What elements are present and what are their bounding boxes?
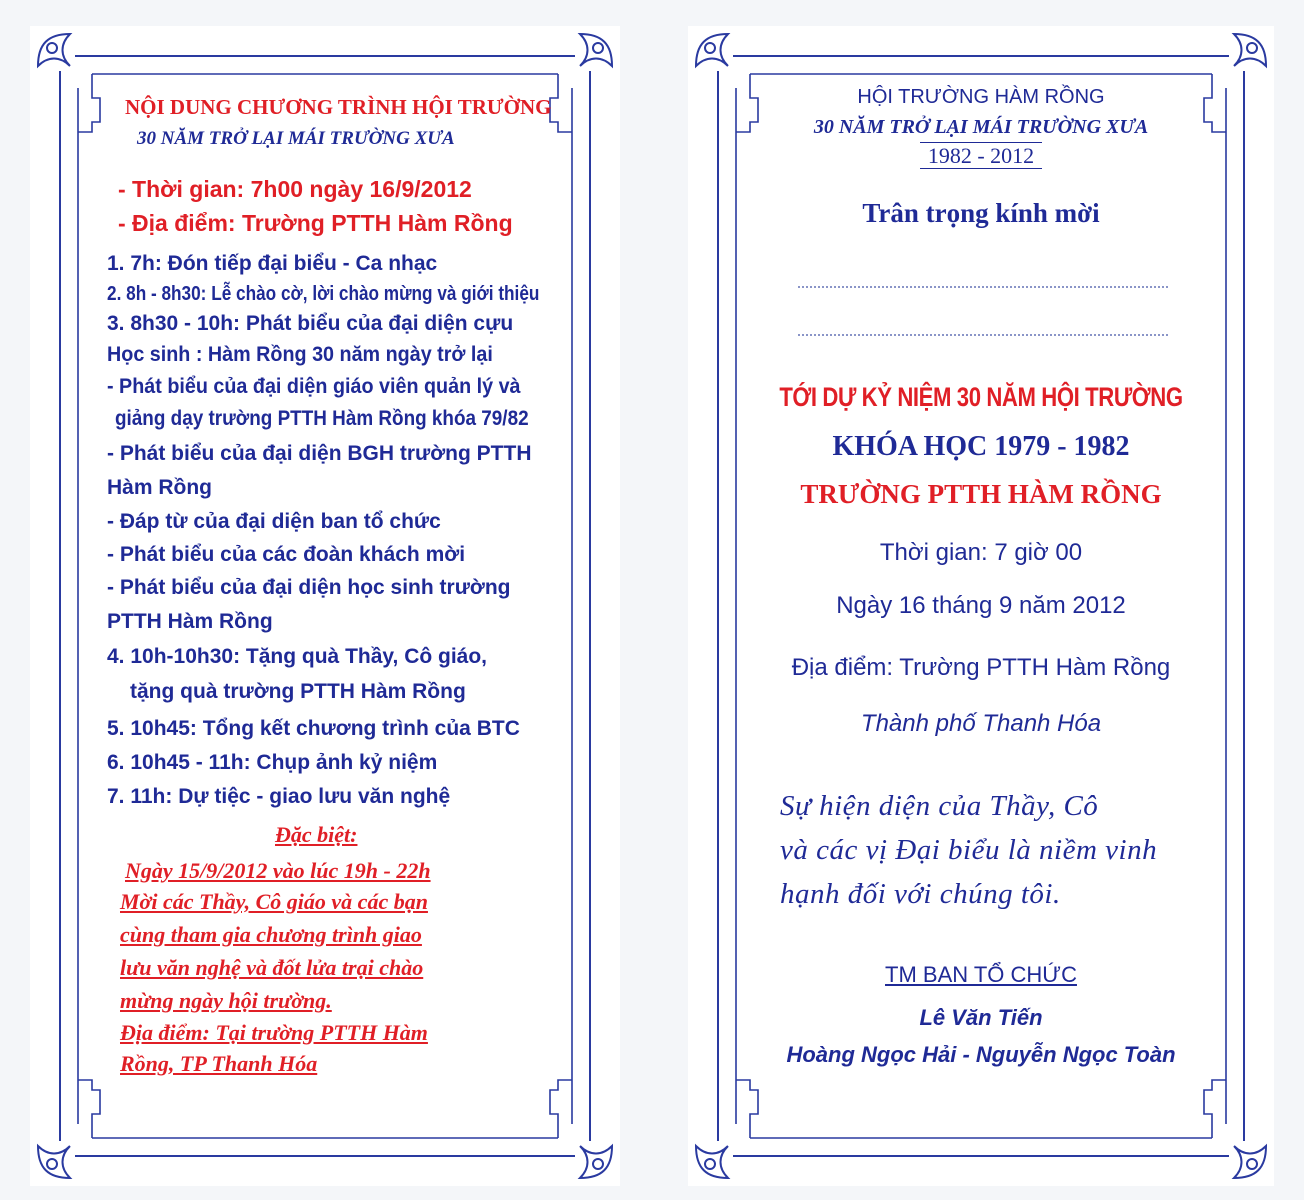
signature-title: TM BAN TỔ CHỨC [885,962,1077,987]
course-years: KHÓA HỌC 1979 - 1982 [832,431,1130,462]
invite-subheader: 30 NĂM TRỞ LẠI MÁI TRƯỜNG XƯA [813,116,1149,138]
program-place: - Địa điểm: Trường PTTH Hàm Rồng [118,210,513,236]
special-line: Mời các Thầy, Cô giáo và các bạn [120,889,428,914]
list-item: tặng quà trường PTTH Hàm Rồng [130,680,466,703]
closing-line: và các vị Đại biểu là niềm vinh [780,834,1158,866]
event-place: Địa điểm: Trường PTTH Hàm Rồng [791,654,1171,681]
special-line: Rồng, TP Thanh Hóa [120,1051,318,1076]
special-line: cùng tham gia chương trình giao [120,922,422,947]
signer-primary: Lê Văn Tiến [919,1005,1043,1030]
event-time: Thời gian: 7 giờ 00 [879,539,1083,566]
event-date: Ngày 16 tháng 9 năm 2012 [836,592,1126,619]
list-item: - Phát biểu của đại diện học sinh trường [107,576,511,599]
guest-name-line [798,334,1168,336]
list-item: 4. 10h-10h30: Tặng quà Thầy, Cô giáo, [107,645,488,668]
closing-line: hạnh đối với chúng tôi. [780,878,1061,910]
event-city: Thành phố Thanh Hóa [860,710,1102,737]
closing-line: Sự hiện diện của Thầy, Cô [780,790,1099,822]
list-item: - Phát biểu của đại diện giáo viên quản lý và [107,375,521,398]
list-item: PTTH Hàm Rồng [107,610,273,633]
program-time: - Thời gian: 7h00 ngày 16/9/2012 [118,176,472,202]
invite-header: HỘI TRƯỜNG HÀM RỒNG [857,86,1105,108]
guest-name-line [798,286,1168,288]
special-heading: Đặc biệt: [275,822,358,847]
list-item: 6. 10h45 - 11h: Chụp ảnh kỷ niệm [107,751,438,774]
list-item: - Phát biểu của các đoàn khách mời [107,543,466,566]
special-line: lưu văn nghệ và đốt lửa trại chào [120,955,424,980]
list-item: giảng dạy trường PTTH Hàm Rồng khóa 79/82 [115,407,529,430]
special-line: Địa điểm: Tại trường PTTH Hàm [120,1020,428,1045]
program-subtitle: 30 NĂM TRỞ LẠI MÁI TRƯỜNG XƯA [137,128,455,149]
invitation-card [688,26,1274,1186]
years-text: 1982 - 2012 [920,142,1042,169]
invite-years [688,143,1274,169]
special-line: Ngày 15/9/2012 vào lúc 19h - 22h [125,858,431,883]
school-name: TRƯỜNG PTTH HÀM RỒNG [800,479,1162,509]
list-item: Hàm Rồng [107,476,212,499]
list-item: - Phát biểu của đại diện BGH trường PTTH [107,442,532,465]
invite-greeting: Trân trọng kính mời [862,198,1100,228]
event-title: TỚI DỰ KỶ NIỆM 30 NĂM HỘI TRƯỜNG [779,382,1183,412]
program-card [30,26,620,1186]
list-item: 5. 10h45: Tổng kết chương trình của BTC [107,717,520,740]
list-item: 2. 8h - 8h30: Lễ chào cờ, lời chào mừng và giới thiệu [107,283,540,305]
special-line: mừng ngày hội trường. [120,988,332,1013]
list-item: Học sinh : Hàm Rồng 30 năm ngày trở lại [107,343,493,366]
list-item: - Đáp từ của đại diện ban tổ chức [107,510,441,533]
list-item: 1. 7h: Đón tiếp đại biểu - Ca nhạc [107,252,438,275]
list-item: 7. 11h: Dự tiệc - giao lưu văn nghệ [107,785,451,808]
list-item: 3. 8h30 - 10h: Phát biểu của đại diện cựu [107,312,514,335]
signer-secondary: Hoàng Ngọc Hải - Nguyễn Ngọc Toàn [786,1042,1176,1067]
program-title: NỘI DUNG CHƯƠNG TRÌNH HỘI TRƯỜNG [125,95,552,119]
